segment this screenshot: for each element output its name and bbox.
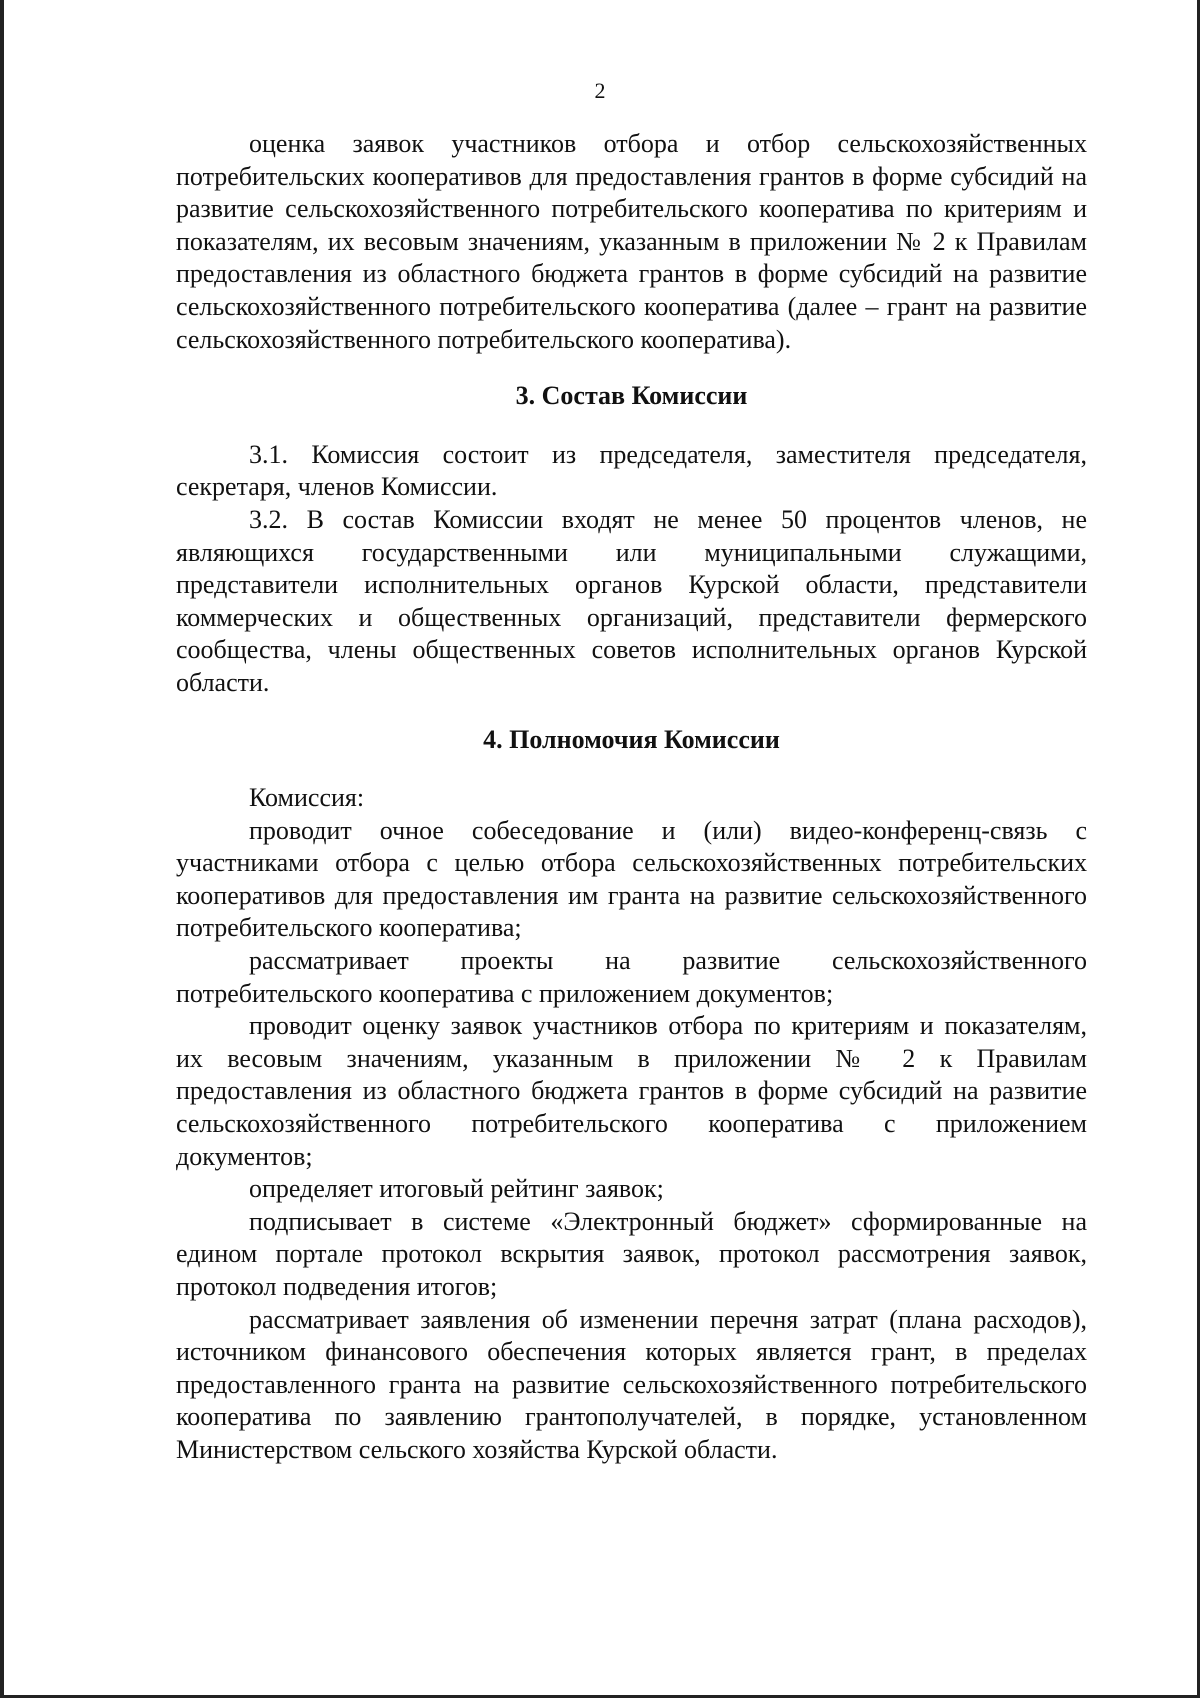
document-body [176, 128, 1087, 1467]
section-4-paragraph: определяет итоговый рейтинг заявок; [249, 1174, 664, 1204]
section-4-title: 4. Полномочия Комиссии [483, 724, 780, 754]
scan-border-left [0, 0, 4, 1698]
section-3-paragraph: 3.1. Комиссия состоит из председателя, заместителя председателя, секретаря, членов Комиссии. [176, 439, 1087, 502]
section-4-paragraph: подписывает в системе «Электронный бюджет» сформированные на едином портале протокол вскрытия заявок, протокол рассмотрения заявок, протокол подведения итогов; [176, 1206, 1087, 1301]
section-4-paragraph: проводит очное собеседование и (или) видео-конференц-связь с участниками отбора с целью отбора сельскохозяйственных потребительских кооперативов для предоставления им гранта на развитие сельскохозяйственного потребительского кооператива; [176, 815, 1087, 943]
section-3-paragraph: 3.2. В состав Комиссии входят не менее 50 процентов членов, не являющихся государственными или муниципальными служащими, представители исполнительных органов Курской области, представители коммерческих и общественных организаций, представители фермерского сообщества, члены общественных советов исполнительных органов Курской области. [176, 504, 1087, 697]
section-4-paragraph: рассматривает проекты на развитие сельскохозяйственного потребительского кооператива с приложением документов; [176, 946, 1087, 1008]
intro-paragraph: оценка заявок участников отбора и отбор сельскохозяйственных потребительских кооперативов для предоставления грантов в форме субсидий на развитие сельскохозяйственного потребительского кооператива по критериям и показателям, их весовым значениям, указанным в приложении № 2 к Правилам предоставления из областного бюджета грантов в форме субсидий на развитие сельскохозяйственного потребительского кооператива (далее – грант на развитие сельскохозяйственного потребительского кооператива). [176, 129, 1087, 354]
section-3-title: 3. Состав Комиссии [515, 381, 748, 411]
section-4-lead: Комиссия: [249, 783, 365, 813]
section-4-paragraph: рассматривает заявления об изменении перечня затрат (плана расходов), источником финансового обеспечения которых является грант, в пределах предоставленного гранта на развитие сельскохозяйственного потребительского кооператива по заявлению грантополучателей, в порядке, установленном Министерством сельского хозяйства Курской области. [176, 1304, 1087, 1464]
section-4-paragraph: проводит оценку заявок участников отбора по критериям и показателям, их весовым значениям, указанным в приложении № 2 к Правилам предоставления из областного бюджета грантов в форме субсидий на развитие сельскохозяйственного потребительского кооператива с приложением документов; [176, 1011, 1087, 1171]
page-number: 2 [594, 78, 606, 103]
